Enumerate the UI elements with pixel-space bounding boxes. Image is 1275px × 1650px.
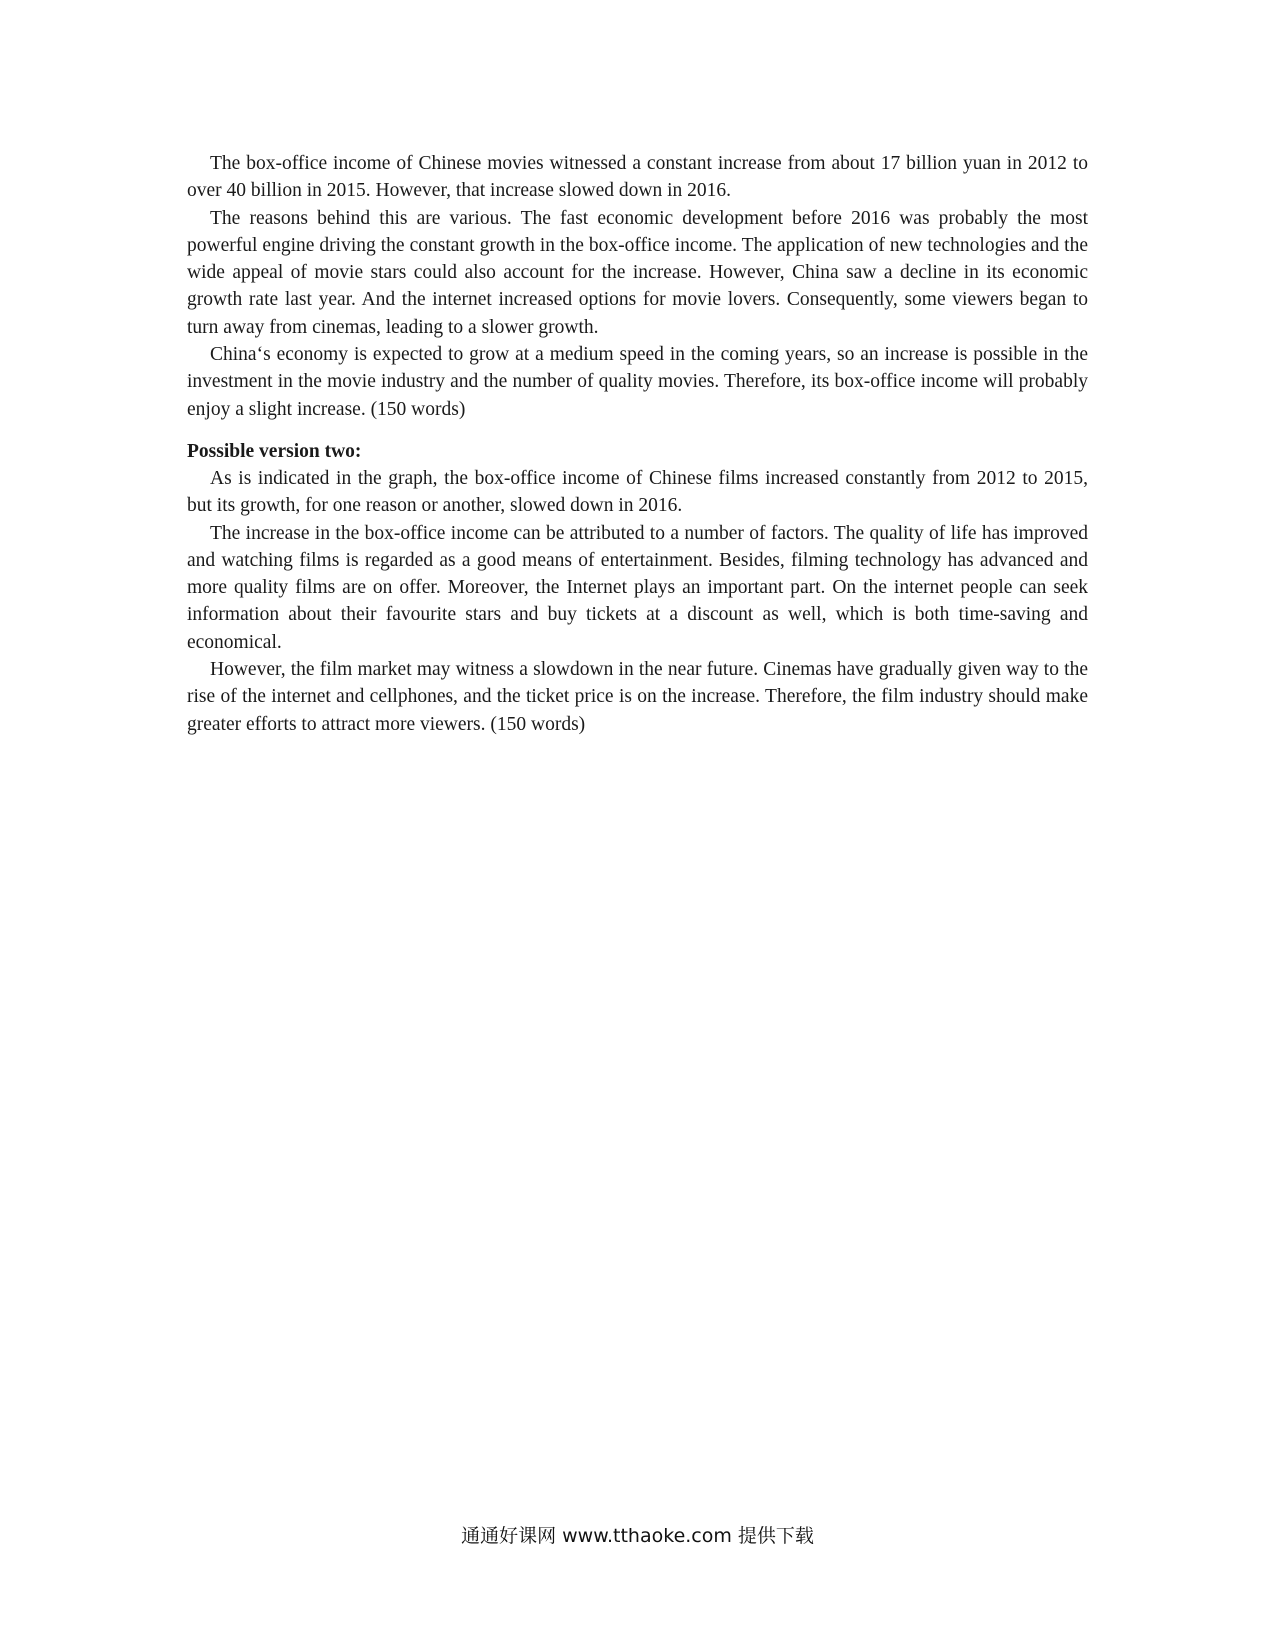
version-one-paragraph-2: The reasons behind this are various. The fast economic development before 2016 was probably the most powerful engine driving the constant growth in the box-office income. The application of new technologies and the wide appeal of movie stars could also account for the increase. However, China saw a decline in its economic growth rate last year. And the internet increased options for movie lovers. Consequently, some viewers began to turn away from cinemas, leading to a slower growth. xyxy=(187,207,1088,338)
document-body xyxy=(187,150,1088,738)
version-two-paragraph-3: However, the film market may witness a slowdown in the near future. Cinemas have gradually given way to the rise of the internet and cellphones, and the ticket price is on the increase. Therefore, the film industry should make greater efforts to attract more viewers. (150 words) xyxy=(187,659,1088,735)
version-two-paragraph-1: As is indicated in the graph, the box-office income of Chinese films increased constantly from 2012 to 2015, but its growth, for one reason or another, slowed down in 2016. xyxy=(187,467,1088,517)
version-two-paragraph-2: The increase in the box-office income can be attributed to a number of factors. The quality of life has improved and watching films is regarded as a good means of entertainment. Besides, filming technology has advanced and more quality films are on offer. Moreover, the Internet plays an important part. On the internet people can seek information about their favourite stars and buy tickets at a discount as well, which is both time-saving and economical. xyxy=(187,522,1088,653)
version-two-heading: Possible version two: xyxy=(187,440,362,462)
version-one-paragraph-3: China‘s economy is expected to grow at a medium speed in the coming years, so an increase is possible in the investment in the movie industry and the number of quality movies. Therefore, its box-office income will probably enjoy a slight increase. (150 words) xyxy=(187,344,1088,420)
version-one-paragraph-1: The box-office income of Chinese movies witnessed a constant increase from about 17 billion yuan in 2012 to over 40 billion in 2015. However, that increase slowed down in 2016. xyxy=(187,153,1088,202)
page-footer: 通通好课网 www.tthaoke.com 提供下载 xyxy=(461,1525,814,1547)
